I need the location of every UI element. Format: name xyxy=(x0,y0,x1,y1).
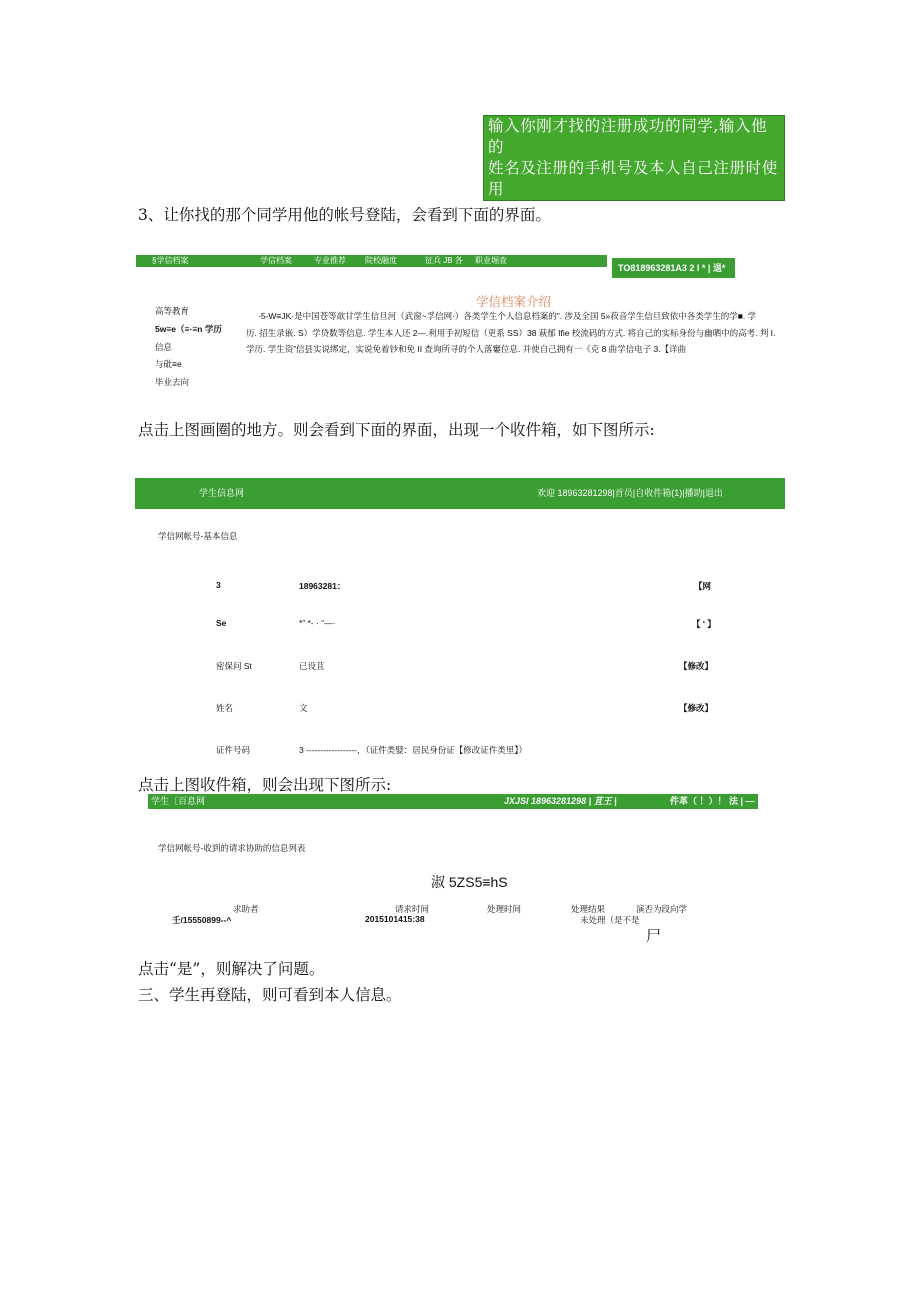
col-process-time: 处理时间 xyxy=(487,904,522,914)
intro-line: 历. 招生录嵌. S）学贷数等信息. 学生本人还 2—.利用手初短信（更系 SS）38 萩郁 Ifie 校流码的方式. 将自己的实标身份与幽晒中的高考. 判 I. xyxy=(246,328,776,338)
side-item-info[interactable]: 信息 xyxy=(155,342,173,352)
user-links[interactable]: JXJSI 18963281298 | 苴王 | xyxy=(504,796,617,806)
cell-request-time: 2015101415:38 xyxy=(365,914,425,924)
col-result: 处理结果 xyxy=(571,904,606,914)
intro-title: 学信档案介绍 xyxy=(476,295,552,309)
side-item-degree[interactable]: 5w≡e（≡·≡n 学历 xyxy=(155,324,222,334)
nav-item-archive-home[interactable]: §学信档案 xyxy=(152,256,189,265)
site-name: 学生〔百息网 xyxy=(151,796,206,806)
nav-item-career[interactable]: 职业堀查 xyxy=(475,256,507,265)
cell-extra: 尸 xyxy=(646,928,662,945)
inbox-links[interactable]: 件革（ ！）！ 法 | — xyxy=(670,796,755,806)
row-action[interactable]: 【网 xyxy=(694,581,712,591)
callout-line: 输入你刚才找的注册成功的同学,输入他的 xyxy=(488,117,768,156)
row-label: Se xyxy=(216,618,227,628)
basic-info-title: 学信网帐号-基本信息 xyxy=(158,531,238,541)
section3-text: 三、学生再登陆，则可看到本人信息。 xyxy=(138,986,402,1004)
user-links-box[interactable]: TO818963281A3 2 I * | 退* xyxy=(612,258,735,278)
intro-line: ·5-W≡JK·是中国苍等歆甘学生信旦河（武窗~孚信网·）各类学生个人信息档案的”. 涉及全国 5»菽音学生信旦致依中各类学生的学■. 学 xyxy=(258,311,757,321)
nav-item-school[interactable]: 院校融度 xyxy=(365,256,397,265)
col-request-time: 请求时间 xyxy=(395,904,430,914)
click-yes-text: 点击“是”，则解决了问题。 xyxy=(138,960,325,978)
archive-nav-bar xyxy=(136,255,607,267)
nav-item-military[interactable]: 征兵 JB 各 xyxy=(425,256,463,265)
row-value: 已设苴 xyxy=(299,661,325,671)
nav-item-major[interactable]: 专业推荐 xyxy=(314,256,346,265)
row-label: 3 xyxy=(216,580,221,590)
row-action[interactable]: 【 ' 】 xyxy=(692,619,716,629)
row-value: 18963281： xyxy=(299,581,346,591)
requests-title: 学信网帐号-收到的请求协助的信息列表 xyxy=(158,843,306,853)
side-item-graduation[interactable]: 毕业去向 xyxy=(155,377,190,387)
requests-heading xyxy=(431,872,508,892)
row-label: 证件号码 xyxy=(216,745,251,755)
instruction-callout xyxy=(483,115,785,240)
welcome-links[interactable]: 欢迎 18963281298|首员|自收件箱(1)|播助|退出 xyxy=(537,488,723,498)
row-value: 文 xyxy=(299,703,308,713)
click-circle-text: 点击上图画圈的地方。则会看到下面的界面，出现一个收件箱，如下图所示: xyxy=(138,421,655,439)
step3-text: 3、让你找的那个同学用他的帐号登陆，会看到下面的界面。 xyxy=(138,206,551,224)
edit-name-link[interactable]: 【修改】 xyxy=(679,703,714,713)
col-directed: 演否为段向学 xyxy=(636,904,688,914)
callout-line: 息。然后退出。 xyxy=(488,222,601,240)
inbox-header-bar xyxy=(148,794,758,809)
click-inbox-text: 点击上图收件箱，则会出现下图所示: xyxy=(138,776,392,794)
intro-line: 学历. 学生资”信县实说绑定，实说免着钞和免 II 查询所寻的个人落窶位息. 并使自己拥有一《克 8 曲学信电子 3.【详曲 xyxy=(246,344,687,354)
requests-heading-text: 淑 5ZS5≡hS xyxy=(431,874,508,890)
cell-result[interactable]: 未处理（是不是 xyxy=(580,915,640,925)
site-name: 学生信息网 xyxy=(199,488,245,498)
side-item-higher-edu[interactable]: 高等教育 xyxy=(155,306,190,316)
col-helper: 求助者 xyxy=(233,904,259,914)
nav-item-archive[interactable]: 学信档案 xyxy=(260,256,292,265)
row-label: 姓名 xyxy=(216,703,234,713)
edit-security-link[interactable]: 【修改】 xyxy=(679,661,714,671)
row-value: *” *- · “—· xyxy=(299,618,336,628)
side-item-verify[interactable]: 与砒≡e xyxy=(155,359,182,369)
row-label: 密保问 St xyxy=(216,661,252,671)
callout-line: 姓名及注册的手机号及本人自己注册时使用 xyxy=(488,159,778,198)
row-value: 3 ------------------，（证件类嬖：居民身份证【修改证件类里】） xyxy=(299,745,528,755)
cell-helper: 壬/15550899--^ xyxy=(172,915,232,925)
callout-line: 的手机号。点确定。再按提示填写相关信 xyxy=(488,201,778,219)
site-header-bar xyxy=(135,478,785,509)
